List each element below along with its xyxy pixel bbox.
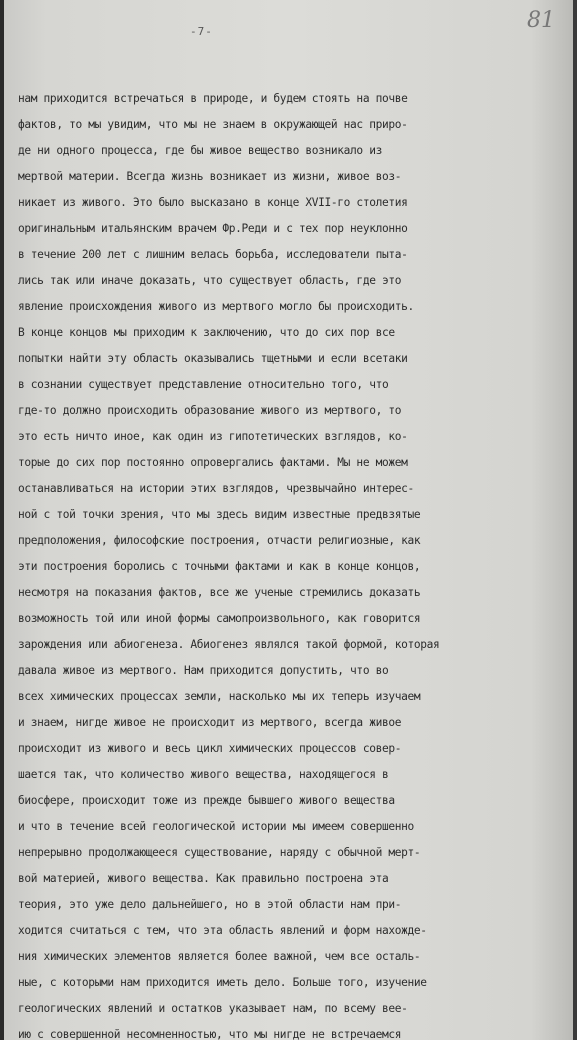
text-line: это есть ничто иное, как один из гипотетических взглядов, ко- — [18, 430, 408, 443]
text-line: где-то должно происходить образование живого из мертвого, то — [18, 404, 402, 417]
text-line: нам приходится встречаться в природе, и будем стоять на почве — [18, 92, 408, 105]
text-line: предположения, философские построения, отчасти религиозные, как — [18, 534, 421, 547]
text-line: оригинальным итальянским врачем Фр.Реди и с тех пор неуклонно — [18, 222, 408, 235]
text-line: ной с той точки зрения, что мы здесь видим известные предвзятые — [18, 508, 421, 521]
handwritten-folio-number: 81 — [527, 8, 555, 33]
text-line: лись так или иначе доказать, что существует область, где это — [18, 274, 402, 287]
text-line: вой материей, живого вещества. Как правильно построена эта — [18, 872, 389, 885]
text-line: происходит из живого и весь цикл химических процессов совер- — [18, 742, 402, 755]
text-line: ию с совершенной несомненностью, что мы нигде не встречаемся — [18, 1028, 402, 1040]
text-line: возможность той или иной формы самопроизвольного, как говорится — [18, 612, 421, 625]
text-line: ходится считаться с тем, что эта область явлений и форм нахожде- — [18, 924, 427, 937]
text-line: теория, это уже дело дальнейшего, но в этой области нам при- — [18, 898, 402, 911]
text-line: ния химических элементов является более важной, чем все осталь- — [18, 950, 421, 963]
text-line: биосфере, происходит тоже из прежде бывшего живого вещества — [18, 794, 395, 807]
text-line: мертвой материи. Всегда жизнь возникает из жизни, живое воз- — [18, 170, 402, 183]
text-line: и знаем, нигде живое не происходит из мертвого, всегда живое — [18, 716, 402, 729]
text-line: и что в течение всей геологической истории мы имеем совершенно — [18, 820, 414, 833]
text-line: явление происхождения живого из мертвого могло бы происходить. — [18, 300, 414, 313]
text-line: никает из живого. Это было высказано в конце XVII-го столетия — [18, 196, 408, 209]
text-line: попытки найти эту область оказывались тщетными и если всетаки — [18, 352, 408, 365]
text-line: шается так, что количество живого вещества, находящегося в — [18, 768, 389, 781]
scan-left-edge — [0, 0, 4, 1040]
text-line: давала живое из мертвого. Нам приходится допустить, что во — [18, 664, 389, 677]
text-line: несмотря на показания фактов, все же ученые стремились доказать — [18, 586, 421, 599]
text-line: де ни одного процесса, где бы живое вещество возникало из — [18, 144, 382, 157]
typewritten-body-text — [18, 86, 574, 1040]
text-line: останавливаться на истории этих взглядов, чрезвычайно интерес- — [18, 482, 414, 495]
text-line: зарождения или абиогенеза. Абиогенез являлся такой формой, которая — [18, 638, 440, 651]
text-line: в сознании существует представление относительно того, что — [18, 378, 389, 391]
text-line: всех химических процессах земли, насколько мы их теперь изучаем — [18, 690, 421, 703]
text-line: геологических явлений и остатков указывает нам, по всему вее- — [18, 1002, 408, 1015]
text-line: в течение 200 лет с лишним велась борьба, исследователи пыта- — [18, 248, 408, 261]
page-number: -7- — [190, 25, 213, 38]
text-line: В конце концов мы приходим к заключению, что до сих пор все — [18, 326, 395, 339]
text-line: непрерывно продолжающееся существование, наряду с обычной мерт- — [18, 846, 421, 859]
text-line: фактов, то мы увидим, что мы не знаем в окружающей нас приро- — [18, 118, 408, 131]
text-line: ные, с которыми нам приходится иметь дело. Больше того, изучение — [18, 976, 427, 989]
text-line: торые до сих пор постоянно опровергались фактами. Мы не можем — [18, 456, 408, 469]
text-line: эти построения боролись с точными фактами и как в конце концов, — [18, 560, 421, 573]
